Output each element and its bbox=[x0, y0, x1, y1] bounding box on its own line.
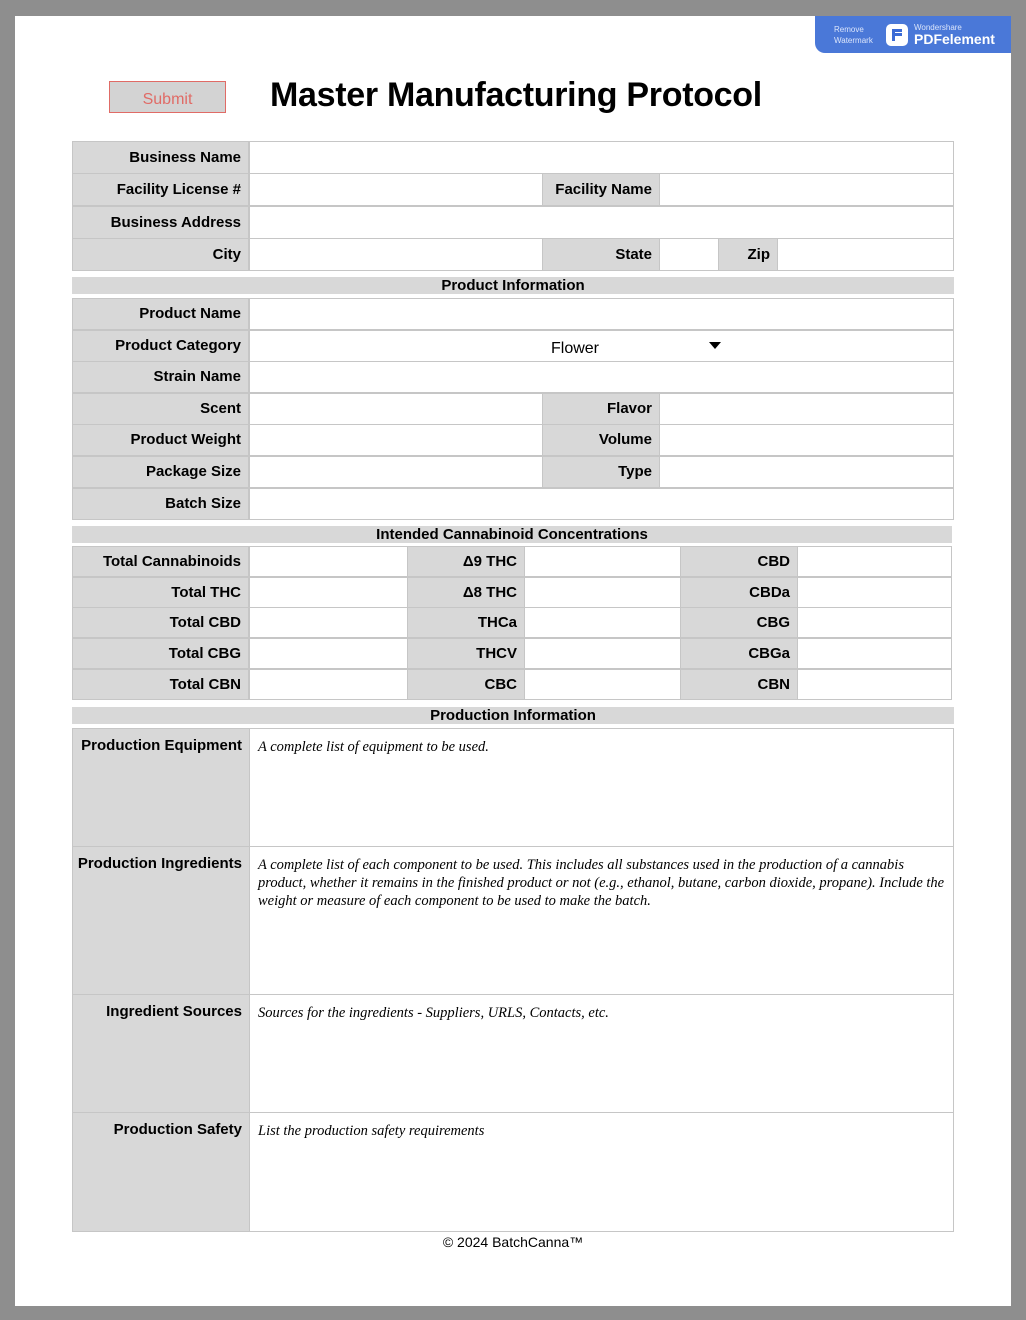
cannabinoid-label: Total CBD bbox=[72, 607, 249, 638]
cannabinoid-label: Total THC bbox=[72, 577, 249, 608]
state-label: State bbox=[542, 238, 660, 271]
cannabinoid-label: Total CBG bbox=[72, 638, 249, 669]
ingredient-sources-textarea[interactable]: Sources for the ingredients - Suppliers, URLS, Contacts, etc. bbox=[249, 994, 954, 1113]
strain-name-field[interactable] bbox=[249, 361, 954, 393]
cannabinoid-value-field[interactable] bbox=[249, 577, 408, 608]
zip-field[interactable] bbox=[777, 238, 954, 271]
product-name-field[interactable] bbox=[249, 298, 954, 330]
production-equipment-textarea[interactable]: A complete list of equipment to be used. bbox=[249, 728, 954, 847]
cannabinoid-value-field[interactable] bbox=[249, 638, 408, 669]
facility-name-field[interactable] bbox=[659, 173, 954, 206]
package-size-field[interactable] bbox=[249, 456, 543, 488]
state-field[interactable] bbox=[659, 238, 719, 271]
production-ingredients-textarea[interactable]: A complete list of each component to be used. This includes all substances used in the production of a cannabis product, whether it remains in the finished product or not (e.g., ethanol, butane, carbon dioxide, propane). Include the weight or measure of each component to be used to make the batch. bbox=[249, 846, 954, 995]
cannabinoid-value-field[interactable] bbox=[524, 669, 681, 700]
scent-field[interactable] bbox=[249, 393, 543, 425]
cannabinoid-value-field[interactable] bbox=[797, 669, 952, 700]
cannabinoid-concentrations-heading: Intended Cannabinoid Concentrations bbox=[72, 526, 952, 543]
scent-label: Scent bbox=[72, 393, 249, 425]
cannabinoid-label: CBDa bbox=[680, 577, 798, 608]
zip-label: Zip bbox=[718, 238, 778, 271]
batch-size-field[interactable] bbox=[249, 488, 954, 520]
cannabinoid-value-field[interactable] bbox=[249, 669, 408, 700]
product-information-heading: Product Information bbox=[72, 277, 954, 294]
cannabinoid-value-field[interactable] bbox=[249, 607, 408, 638]
watermark-brand bbox=[914, 23, 995, 47]
flavor-field[interactable] bbox=[659, 393, 954, 425]
strain-name-label: Strain Name bbox=[72, 361, 249, 393]
product-category-label: Product Category bbox=[72, 330, 249, 362]
production-information-heading: Production Information bbox=[72, 707, 954, 724]
volume-field[interactable] bbox=[659, 424, 954, 456]
brand-name: PDFelement bbox=[914, 30, 995, 47]
remove-watermark-label[interactable]: Remove Watermark bbox=[834, 24, 873, 45]
cannabinoid-label: THCV bbox=[407, 638, 525, 669]
brand-small: Wondershare bbox=[914, 22, 962, 32]
batch-size-label: Batch Size bbox=[72, 488, 249, 520]
cannabinoid-label: Total Cannabinoids bbox=[72, 546, 249, 577]
business-address-field[interactable] bbox=[249, 206, 954, 239]
type-label: Type bbox=[542, 456, 660, 488]
cannabinoid-label: Total CBN bbox=[72, 669, 249, 700]
cannabinoid-value-field[interactable] bbox=[797, 638, 952, 669]
cannabinoid-value-field[interactable] bbox=[524, 577, 681, 608]
production-equipment-label: Production Equipment bbox=[72, 728, 250, 847]
document-page bbox=[15, 16, 1011, 1306]
cannabinoid-label: CBN bbox=[680, 669, 798, 700]
city-label: City bbox=[72, 238, 249, 271]
page-title: Master Manufacturing Protocol bbox=[270, 76, 762, 114]
product-weight-field[interactable] bbox=[249, 424, 543, 456]
volume-label: Volume bbox=[542, 424, 660, 456]
facility-license-label: Facility License # bbox=[72, 173, 249, 206]
flavor-label: Flavor bbox=[542, 393, 660, 425]
type-field[interactable] bbox=[659, 456, 954, 488]
cannabinoid-label: CBC bbox=[407, 669, 525, 700]
cannabinoid-value-field[interactable] bbox=[524, 607, 681, 638]
business-address-label: Business Address bbox=[72, 206, 249, 239]
product-category-value[interactable]: Flower bbox=[551, 340, 600, 357]
production-ingredients-label: Production Ingredients bbox=[72, 846, 250, 995]
pdfelement-logo-icon bbox=[886, 24, 908, 46]
cannabinoid-label: THCa bbox=[407, 607, 525, 638]
product-weight-label: Product Weight bbox=[72, 424, 249, 456]
cannabinoid-label: CBD bbox=[680, 546, 798, 577]
product-name-label: Product Name bbox=[72, 298, 249, 330]
chevron-down-icon[interactable] bbox=[709, 342, 721, 349]
cannabinoid-value-field[interactable] bbox=[797, 577, 952, 608]
business-name-label: Business Name bbox=[72, 141, 249, 174]
cannabinoid-label: CBG bbox=[680, 607, 798, 638]
cannabinoid-label: Δ9 THC bbox=[407, 546, 525, 577]
production-safety-textarea[interactable]: List the production safety requirements bbox=[249, 1112, 954, 1232]
cannabinoid-value-field[interactable] bbox=[797, 546, 952, 577]
package-size-label: Package Size bbox=[72, 456, 249, 488]
footer-copyright: © 2024 BatchCanna™ bbox=[442, 1234, 584, 1250]
cannabinoid-label: CBGa bbox=[680, 638, 798, 669]
submit-button[interactable]: Submit bbox=[109, 81, 226, 113]
city-field[interactable] bbox=[249, 238, 543, 271]
cannabinoid-label: Δ8 THC bbox=[407, 577, 525, 608]
cannabinoid-value-field[interactable] bbox=[797, 607, 952, 638]
cannabinoid-value-field[interactable] bbox=[524, 638, 681, 669]
facility-license-field[interactable] bbox=[249, 173, 543, 206]
business-name-field[interactable] bbox=[249, 141, 954, 174]
ingredient-sources-label: Ingredient Sources bbox=[72, 994, 250, 1113]
product-category-dropdown[interactable] bbox=[249, 330, 954, 362]
remove-watermark-banner[interactable] bbox=[815, 16, 1011, 53]
production-safety-label: Production Safety bbox=[72, 1112, 250, 1232]
cannabinoid-value-field[interactable] bbox=[249, 546, 408, 577]
facility-name-label: Facility Name bbox=[542, 173, 660, 206]
cannabinoid-value-field[interactable] bbox=[524, 546, 681, 577]
